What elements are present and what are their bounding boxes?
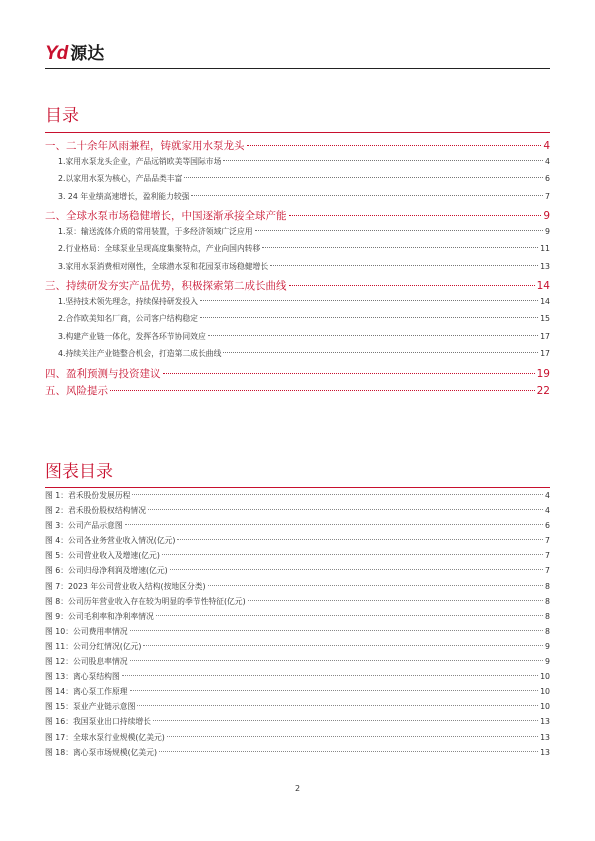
entry-title: 五、风险提示 (45, 385, 108, 397)
entry-page-number: 8 (545, 611, 550, 621)
toc-section-entry[interactable] (45, 191, 550, 209)
entry-page-number: 8 (545, 626, 550, 636)
toc-chapter-entry[interactable] (45, 366, 550, 384)
dot-leader (270, 265, 538, 266)
entry-title: 图 1：君禾股份发展历程 (45, 491, 131, 500)
toc-section-entry[interactable] (45, 296, 550, 314)
entry-title: 3.构建产业链一体化，发挥各环节协同效应 (58, 331, 206, 341)
entry-title: 图 4：公司各业务营业收入情况(亿元) (45, 536, 176, 546)
entry-title: 图 13：离心泵结构图 (45, 672, 120, 682)
entry-page-number: 4 (545, 506, 550, 516)
logo-mark: Yd (45, 43, 68, 64)
entry-page-number: 13 (540, 261, 550, 271)
entry-page-number: 6 (545, 174, 550, 183)
entry-page-number: 4 (545, 491, 550, 500)
entry-title: 3. 24 年业绩高速增长，盈利能力较强 (58, 191, 190, 201)
toc-section-entry[interactable] (45, 261, 550, 279)
toc-section-entry[interactable] (45, 348, 550, 366)
figure-list-entry[interactable] (45, 716, 550, 731)
entry-page-number: 4 (545, 156, 550, 166)
figure-list-entry[interactable] (45, 626, 550, 641)
entry-page-number: 15 (540, 314, 550, 323)
toc-section-entry[interactable] (45, 226, 550, 244)
entry-title: 图 5：公司营业收入及增速(亿元) (45, 551, 160, 561)
entry-page-number: 8 (545, 581, 550, 591)
entry-page-number: 19 (536, 367, 550, 380)
entry-title: 1.泵：输送流体介质的常用装置，于多经济领域广泛应用 (58, 226, 253, 236)
entry-page-number: 9 (545, 226, 550, 236)
entry-page-number: 10 (540, 687, 550, 697)
dot-leader (162, 554, 543, 555)
entry-title: 图 16：我国泵业出口持续增长 (45, 717, 151, 727)
entry-title: 4.持续关注产业链整合机会，打造第二成长曲线 (58, 349, 222, 358)
entry-title: 图 10：公司费用率情况 (45, 626, 128, 636)
toc-section-entry[interactable] (45, 156, 550, 174)
entry-title: 图 12：公司股息率情况 (45, 657, 128, 667)
dot-leader (143, 645, 543, 646)
dot-leader (177, 539, 543, 540)
figure-list-entry[interactable] (45, 550, 550, 565)
dot-leader (130, 690, 539, 691)
dot-leader (122, 675, 538, 676)
dot-leader (137, 705, 538, 706)
entry-page-number: 14 (536, 280, 550, 292)
toc-section-entry[interactable] (45, 331, 550, 349)
entry-page-number: 6 (545, 521, 550, 531)
dot-leader (200, 317, 538, 318)
entry-title: 四、盈利预测与投资建议 (45, 367, 161, 380)
entry-page-number: 7 (545, 566, 550, 576)
entry-page-number: 17 (540, 349, 550, 358)
entry-page-number: 9 (545, 641, 550, 651)
dot-leader (130, 630, 543, 631)
figure-list-entry[interactable] (45, 671, 550, 686)
dot-leader (200, 300, 538, 301)
entry-title: 图 6：公司归母净利润及增速(亿元) (45, 566, 168, 576)
entry-page-number: 9 (543, 210, 550, 222)
dot-leader (247, 145, 542, 146)
entry-title: 图 9：公司毛利率和净利率情况 (45, 611, 154, 621)
figures-title-divider (45, 487, 550, 488)
figure-list-entry[interactable] (45, 596, 550, 611)
entry-page-number: 11 (540, 244, 550, 253)
figure-list-entry[interactable] (45, 701, 550, 716)
entry-page-number: 9 (545, 657, 550, 667)
entry-page-number: 17 (540, 331, 550, 341)
dot-leader (153, 720, 538, 721)
entry-title: 3.家用水泵消费相对刚性，全球潜水泵和花园泵市场稳健增长 (58, 261, 269, 271)
entry-title: 图 7：2023 年公司营业收入结构(按地区分类) (45, 581, 206, 591)
dot-leader (156, 615, 543, 616)
figure-list-entry[interactable] (45, 565, 550, 580)
entry-title: 图 17：全球水泵行业规模(亿美元) (45, 732, 165, 742)
entry-title: 图 2：君禾股份股权结构情况 (45, 506, 147, 516)
dot-leader (248, 600, 543, 601)
entry-title: 2.行业格局：全球泵业呈现高度集聚特点，产业向国内转移 (58, 244, 261, 253)
entry-page-number: 13 (540, 747, 550, 757)
figure-list-entry[interactable] (45, 490, 550, 505)
entry-title: 图 15：泵业产业链示意图 (45, 702, 136, 712)
dot-leader (255, 230, 543, 231)
figure-list (45, 490, 550, 762)
dot-leader (163, 373, 535, 374)
figure-list-entry[interactable] (45, 505, 550, 520)
entry-title: 图 8：公司历年营业收入存在较为明显的季节性特征(亿元) (45, 596, 246, 606)
entry-page-number: 7 (545, 551, 550, 561)
dot-leader (148, 509, 543, 510)
figure-list-entry[interactable] (45, 535, 550, 550)
entry-page-number: 13 (540, 732, 550, 742)
entry-title: 图 14：离心泵工作原理 (45, 687, 128, 697)
figure-list-entry[interactable] (45, 686, 550, 701)
dot-leader (289, 215, 542, 216)
dot-leader (223, 160, 543, 161)
dot-leader (110, 390, 535, 391)
entry-page-number: 14 (540, 296, 550, 306)
entry-title: 二、全球水泵市场稳健增长，中国逐渐承接全球产能 (45, 210, 287, 222)
entry-page-number: 8 (545, 596, 550, 606)
toc-title-divider (45, 132, 550, 133)
toc-section-entry[interactable] (45, 173, 550, 191)
dot-leader (191, 195, 543, 196)
figure-list-entry[interactable] (45, 611, 550, 626)
entry-title: 2.合作欧美知名厂商，公司客户结构稳定 (58, 314, 198, 323)
figure-list-entry[interactable] (45, 747, 550, 762)
dot-leader (170, 569, 543, 570)
figures-title: 图表目录 (45, 462, 113, 482)
dot-leader (208, 335, 538, 336)
toc-list (45, 138, 550, 401)
entry-page-number: 4 (543, 140, 550, 152)
entry-title: 图 18：离心泵市场规模(亿美元) (45, 747, 158, 757)
dot-leader (132, 494, 543, 495)
entry-page-number: 13 (540, 717, 550, 727)
toc-title: 目录 (45, 106, 79, 126)
entry-page-number: 7 (545, 191, 550, 201)
dot-leader (167, 736, 538, 737)
dot-leader (159, 751, 538, 752)
entry-title: 1.家用水泵龙头企业，产品远销欧美等国际市场 (58, 156, 222, 166)
toc-chapter-entry[interactable] (45, 383, 550, 401)
toc-chapter-entry[interactable] (45, 208, 550, 226)
dot-leader (208, 585, 543, 586)
dot-leader (125, 524, 543, 525)
toc-chapter-entry[interactable] (45, 278, 550, 296)
entry-title: 图 3：公司产品示意图 (45, 521, 123, 531)
dot-leader (130, 660, 543, 661)
brand-logo (45, 44, 104, 64)
figure-list-entry[interactable] (45, 641, 550, 656)
entry-title: 一、二十余年风雨兼程，铸就家用水泵龙头 (45, 140, 245, 152)
dot-leader (223, 352, 538, 353)
entry-title: 三、持续研发夯实产品优势，积极探索第二成长曲线 (45, 280, 287, 292)
figure-list-entry[interactable] (45, 732, 550, 747)
entry-title: 1.坚持技术领先理念，持续保持研发投入 (58, 296, 198, 306)
page-number: 2 (294, 784, 301, 793)
entry-page-number: 10 (540, 702, 550, 712)
figure-list-entry[interactable] (45, 520, 550, 535)
header-divider (45, 68, 550, 69)
toc-section-entry[interactable] (45, 243, 550, 261)
dot-leader (184, 177, 543, 178)
entry-title: 图 11：公司分红情况(亿元) (45, 641, 142, 651)
logo-text: 源达 (70, 44, 105, 64)
dot-leader (289, 285, 535, 286)
entry-page-number: 22 (536, 385, 550, 397)
toc-section-entry[interactable] (45, 313, 550, 331)
dot-leader (262, 247, 538, 248)
entry-page-number: 10 (540, 672, 550, 682)
toc-chapter-entry[interactable] (45, 138, 550, 156)
entry-title: 2.以家用水泵为核心，产品品类丰富 (58, 174, 183, 183)
figure-list-entry[interactable] (45, 581, 550, 596)
entry-page-number: 7 (545, 536, 550, 546)
figure-list-entry[interactable] (45, 656, 550, 671)
